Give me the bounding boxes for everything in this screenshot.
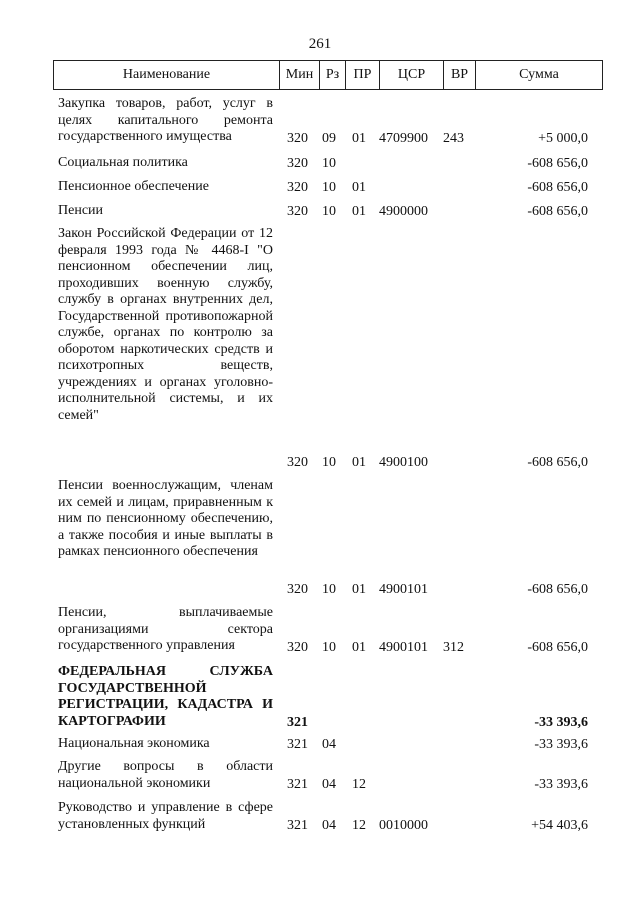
- row-pr: 01: [352, 179, 366, 195]
- table-row: [58, 759, 588, 793]
- header-sum: Сумма: [519, 67, 559, 82]
- row-csr: 4900101: [379, 581, 428, 597]
- row-rz: 10: [322, 639, 336, 655]
- row-name: ФЕДЕРАЛЬНАЯ СЛУЖБА ГОСУДАРСТВЕННОЙ РЕГИСТРАЦИИ, КАДАСТРА И КАРТОГРАФИИ: [58, 664, 273, 729]
- row-rz: 10: [322, 581, 336, 597]
- row-sum: -33 393,6: [534, 736, 588, 752]
- table-row: [58, 179, 588, 196]
- row-min: 320: [287, 203, 308, 219]
- row-sum: +54 403,6: [531, 817, 588, 833]
- row-sum: -33 393,6: [534, 714, 588, 730]
- row-name: Национальная экономика: [58, 736, 210, 751]
- table-row: [58, 736, 588, 753]
- row-sum: -33 393,6: [534, 776, 588, 792]
- table-row: [58, 155, 588, 172]
- row-min: 320: [287, 639, 308, 655]
- header-name: Наименование: [54, 61, 280, 89]
- row-name: Пенсии, выплачиваемые организациями сектора государственного управления: [58, 605, 273, 653]
- row-name: Другие вопросы в области национальной экономики: [58, 759, 273, 791]
- row-sum: +5 000,0: [538, 130, 588, 146]
- row-pr: 01: [352, 203, 366, 219]
- row-min: 321: [287, 776, 308, 792]
- row-csr: 4900000: [379, 203, 428, 219]
- header-min: Мин: [280, 61, 320, 89]
- table-row: [58, 478, 588, 598]
- row-rz: 04: [322, 736, 336, 752]
- row-name: Пенсии военнослужащим, членам их семей и лицам, приравненным к ним по пенсионному обеспечению, а также пособия и иные выплаты в рамках пенсионного обеспечения: [58, 478, 273, 559]
- row-sum: -608 656,0: [527, 454, 588, 470]
- table-header: [53, 60, 603, 90]
- row-name: Социальная политика: [58, 155, 188, 170]
- row-pr: 01: [352, 130, 366, 146]
- row-rz: 04: [322, 776, 336, 792]
- row-name: Пенсии: [58, 203, 104, 218]
- row-rz: 04: [322, 817, 336, 833]
- row-sum: -608 656,0: [527, 203, 588, 219]
- page-number: 261: [308, 36, 332, 52]
- table-row: [58, 605, 588, 656]
- header-pr: ПР: [346, 61, 380, 89]
- row-pr: 12: [352, 776, 366, 792]
- row-csr: 4900101: [379, 639, 428, 655]
- row-name: Закупка товаров, работ, услуг в целях капитального ремонта государственного имущества: [58, 96, 273, 144]
- row-pr: 01: [352, 581, 366, 597]
- row-pr: 01: [352, 454, 366, 470]
- row-csr: 0010000: [379, 817, 428, 833]
- row-sum: -608 656,0: [527, 581, 588, 597]
- row-vr: 243: [443, 130, 464, 146]
- row-min: 320: [287, 155, 308, 171]
- row-rz: 10: [322, 203, 336, 219]
- row-pr: 01: [352, 639, 366, 655]
- row-min: 320: [287, 454, 308, 470]
- row-min: 320: [287, 179, 308, 195]
- table-row: [58, 96, 588, 147]
- row-rz: 10: [322, 179, 336, 195]
- row-min: 320: [287, 130, 308, 146]
- table-row: [58, 800, 588, 834]
- row-name: Пенсионное обеспечение: [58, 179, 209, 194]
- row-min: 321: [287, 714, 308, 730]
- row-pr: 12: [352, 817, 366, 833]
- row-sum: -608 656,0: [527, 179, 588, 195]
- row-name: Закон Российской Федерации от 12 февраля 1993 года № 4468-I "О пенсионном обеспечении лиц, проходивших военную службу, службу в органах внутренних дел, Государственной противопожарной службе, органах по контролю за оборотом наркотических средств и психотропных веществ, учреждениях и органах уголовно-исполнительной системы, и их семей": [58, 226, 273, 423]
- row-vr: 312: [443, 639, 464, 655]
- table-row: [58, 203, 588, 220]
- header-vr: ВР: [444, 61, 476, 89]
- header-csr: ЦСР: [380, 61, 444, 89]
- row-min: 321: [287, 817, 308, 833]
- row-rz: 10: [322, 454, 336, 470]
- row-name: Руководство и управление в сфере установленных функций: [58, 800, 273, 832]
- row-csr: 4709900: [379, 130, 428, 146]
- table-row: [58, 226, 588, 471]
- header-rz: Рз: [320, 61, 346, 89]
- row-sum: -608 656,0: [527, 155, 588, 171]
- row-rz: 09: [322, 130, 336, 146]
- row-min: 321: [287, 736, 308, 752]
- row-rz: 10: [322, 155, 336, 171]
- row-csr: 4900100: [379, 454, 428, 470]
- table-row: [58, 664, 588, 731]
- row-sum: -608 656,0: [527, 639, 588, 655]
- row-min: 320: [287, 581, 308, 597]
